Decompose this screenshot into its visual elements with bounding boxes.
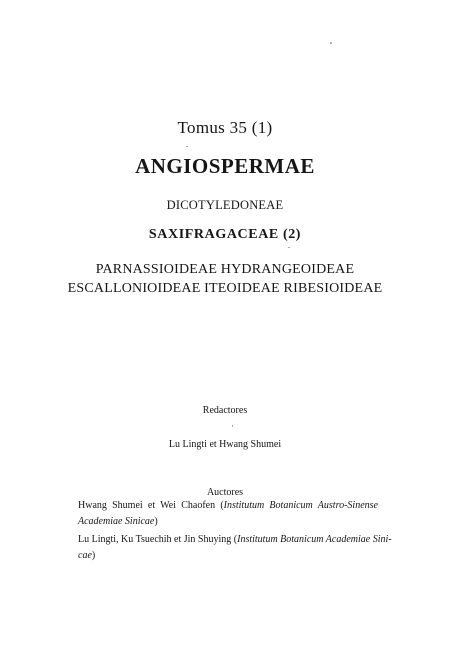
- family-heading: SAXIFRAGACEAE (2): [148, 227, 302, 242]
- class-heading: DICOTYLEDONEAE: [166, 198, 284, 212]
- redactores-heading: Redactores: [202, 405, 248, 416]
- closing-paren: ): [91, 550, 96, 561]
- auctores-heading: Auctores: [206, 487, 244, 498]
- institution-name: Institutum Botanicum Academiae Sini-: [237, 534, 392, 545]
- auctores-entry-line: [78, 514, 378, 530]
- scan-speck: [186, 146, 188, 147]
- auctores-entry-line: [78, 548, 378, 564]
- auctores-entry-line: [78, 498, 378, 514]
- group-heading: ANGIOSPERMAE: [135, 154, 315, 178]
- volume-number: Tomus 35 (1): [177, 118, 273, 137]
- institution-name: cae: [78, 550, 92, 561]
- auctores-entry: [78, 498, 378, 530]
- author-names: Hwang Shumei et Wei Chaofen (: [78, 500, 224, 511]
- institution-name: Institutum Botanicum Austro-Sinense: [223, 500, 378, 511]
- subfamilies-line-1: PARNASSIOIDEAE HYDRANGEOIDEAE: [95, 262, 355, 277]
- institution-name: Academiae Sinicae: [78, 516, 155, 527]
- scan-speck: [330, 42, 332, 44]
- auctores-entry: [78, 532, 392, 564]
- redactores-names: Lu Lingti et Hwang Shumei: [168, 439, 282, 450]
- closing-paren: ): [154, 516, 158, 527]
- auctores-entry-line: [78, 532, 392, 548]
- author-names: Lu Lingti, Ku Tsuechih et Jin Shuying (: [78, 534, 238, 545]
- scan-speck: [288, 247, 290, 248]
- subfamilies-line-2: ESCALLONIOIDEAE ITEOIDEAE RIBESIOIDEAE: [67, 281, 383, 296]
- scan-speck: [232, 425, 233, 427]
